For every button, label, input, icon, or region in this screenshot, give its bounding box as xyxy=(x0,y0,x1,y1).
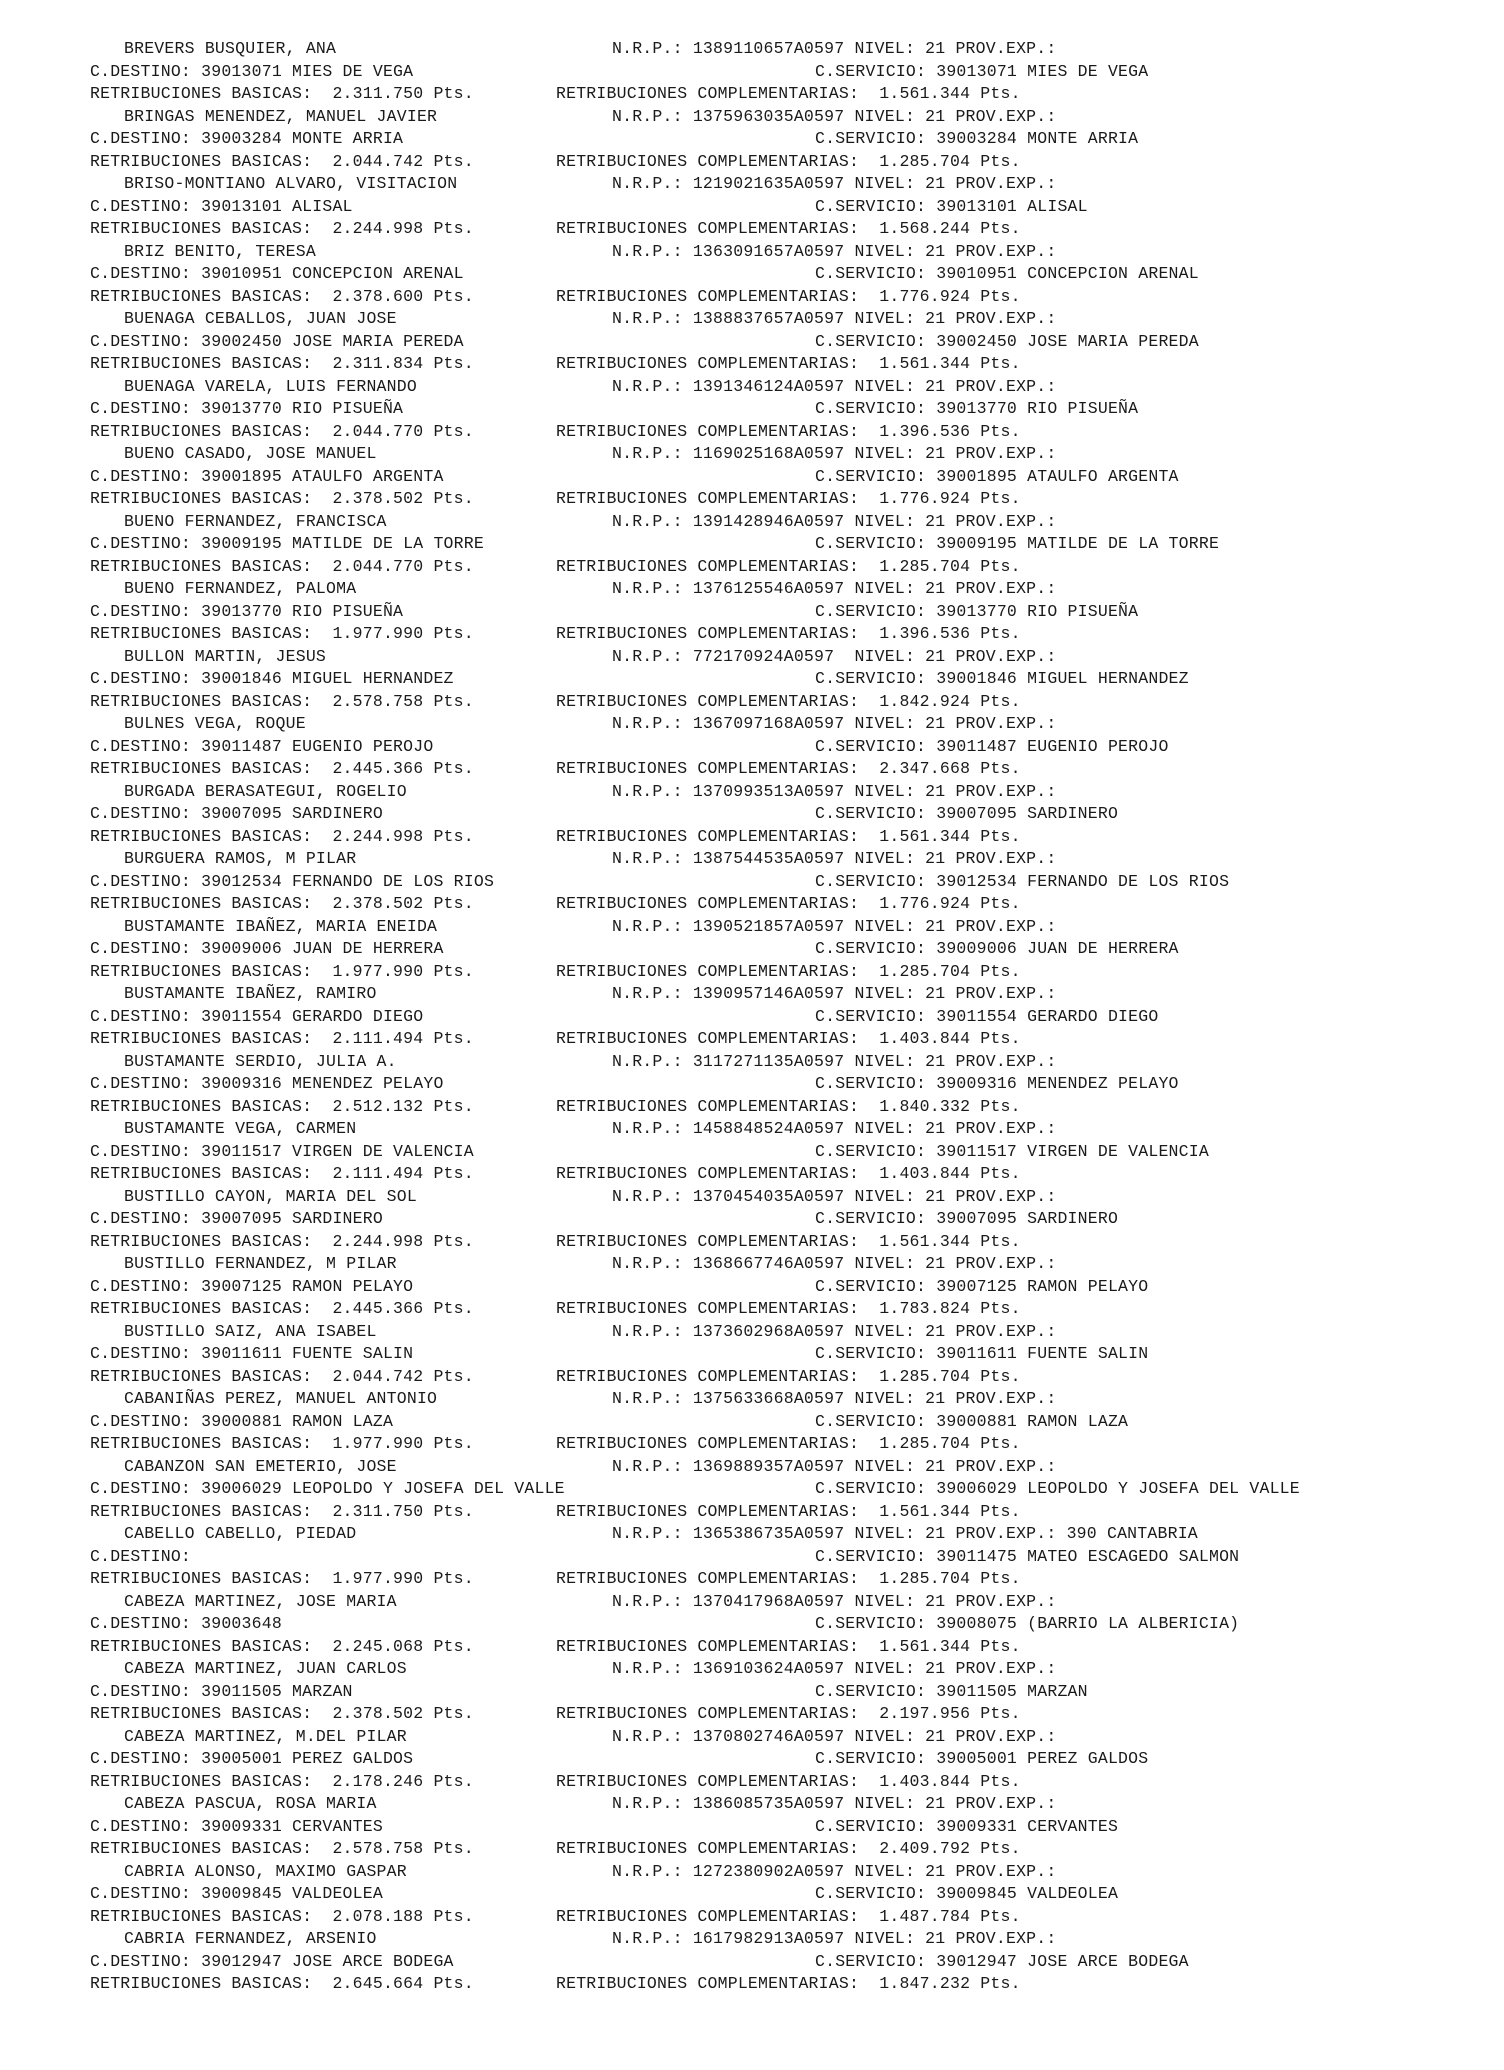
destination-center: C.DESTINO: 39007095 SARDINERO xyxy=(90,804,383,823)
record-line xyxy=(0,1523,1504,1546)
complementary-salary: RETRIBUCIONES COMPLEMENTARIAS: 1.561.344 Pts. xyxy=(556,1501,1021,1521)
employee-record xyxy=(0,376,1504,444)
employee-name: BURGADA BERASATEGUI, ROGELIO xyxy=(124,781,407,801)
record-line xyxy=(0,758,1504,781)
service-center: C.SERVICIO: 39013770 RIO PISUEÑA xyxy=(815,399,1139,418)
destination-center: C.DESTINO: 39002450 JOSE MARIA PEREDA xyxy=(90,331,464,351)
destination-center: C.DESTINO: 39005001 PEREZ GALDOS xyxy=(90,1749,414,1768)
employee-record xyxy=(0,1591,1504,1659)
nrp-info: N.R.P.: 1219021635A0597 NIVEL: 21 PROV.EXP.: xyxy=(612,174,1057,193)
basic-salary: RETRIBUCIONES BASICAS: 2.244.998 Pts. xyxy=(90,826,474,846)
basic-salary: RETRIBUCIONES BASICAS: 2.378.502 Pts. xyxy=(90,489,474,508)
record-line xyxy=(0,1838,1504,1861)
destination-center: C.DESTINO: 39013770 RIO PISUEÑA xyxy=(90,399,404,418)
service-center: C.SERVICIO: 39006029 LEOPOLDO Y JOSEFA DEL VALLE xyxy=(815,1479,1300,1498)
nrp-info: N.R.P.: 1391428946A0597 NIVEL: 21 PROV.EXP.: xyxy=(612,511,1057,531)
record-line xyxy=(0,1726,1504,1749)
record-line xyxy=(0,848,1504,871)
employee-record xyxy=(0,1253,1504,1321)
complementary-salary: RETRIBUCIONES COMPLEMENTARIAS: 1.396.536 Pts. xyxy=(556,624,1021,643)
service-center: C.SERVICIO: 39010951 CONCEPCION ARENAL xyxy=(815,264,1199,283)
destination-center: C.DESTINO: 39013071 MIES DE VEGA xyxy=(90,61,414,81)
employee-record xyxy=(0,1388,1504,1456)
basic-salary: RETRIBUCIONES BASICAS: 2.044.770 Pts. xyxy=(90,421,474,441)
employee-name: CABRIA ALONSO, MAXIMO GASPAR xyxy=(124,1861,407,1881)
employee-name: BUSTAMANTE SERDIO, JULIA A. xyxy=(124,1051,397,1071)
record-line xyxy=(0,803,1504,826)
employee-name: BREVERS BUSQUIER, ANA xyxy=(124,39,337,58)
complementary-salary: RETRIBUCIONES COMPLEMENTARIAS: 1.840.332 Pts. xyxy=(556,1096,1021,1116)
record-line xyxy=(0,961,1504,984)
basic-salary: RETRIBUCIONES BASICAS: 2.578.758 Pts. xyxy=(90,1839,474,1858)
employee-record xyxy=(0,1051,1504,1119)
nrp-info: N.R.P.: 1391346124A0597 NIVEL: 21 PROV.EXP.: xyxy=(612,376,1057,396)
service-center: C.SERVICIO: 39009195 MATILDE DE LA TORRE xyxy=(815,534,1220,553)
basic-salary: RETRIBUCIONES BASICAS: 1.977.990 Pts. xyxy=(90,1434,474,1453)
nrp-info: N.R.P.: 1390957146A0597 NIVEL: 21 PROV.EXP.: xyxy=(612,984,1057,1003)
service-center: C.SERVICIO: 39013071 MIES DE VEGA xyxy=(815,61,1149,81)
employee-record xyxy=(0,848,1504,916)
employee-record xyxy=(0,106,1504,174)
record-line xyxy=(0,1433,1504,1456)
service-center: C.SERVICIO: 39009316 MENENDEZ PELAYO xyxy=(815,1074,1179,1093)
record-line xyxy=(0,1253,1504,1276)
employee-name: BUSTAMANTE IBAÑEZ, MARIA ENEIDA xyxy=(124,916,438,936)
complementary-salary: RETRIBUCIONES COMPLEMENTARIAS: 1.285.704 Pts. xyxy=(556,1569,1021,1588)
record-line xyxy=(0,421,1504,444)
destination-center: C.DESTINO: 39012947 JOSE ARCE BODEGA xyxy=(90,1951,454,1971)
employee-name: BUENAGA CEBALLOS, JUAN JOSE xyxy=(124,309,397,328)
nrp-info: N.R.P.: 3117271135A0597 NIVEL: 21 PROV.EXP.: xyxy=(612,1051,1057,1071)
destination-center: C.DESTINO: 39009845 VALDEOLEA xyxy=(90,1884,383,1903)
destination-center: C.DESTINO: 39001846 MIGUEL HERNANDEZ xyxy=(90,669,454,688)
record-line xyxy=(0,1231,1504,1254)
nrp-info: N.R.P.: 1169025168A0597 NIVEL: 21 PROV.EXP.: xyxy=(612,444,1057,463)
record-line xyxy=(0,106,1504,129)
record-line xyxy=(0,601,1504,624)
nrp-info: N.R.P.: 1370417968A0597 NIVEL: 21 PROV.EXP.: xyxy=(612,1591,1057,1611)
nrp-info: N.R.P.: 1387544535A0597 NIVEL: 21 PROV.EXP.: xyxy=(612,849,1057,868)
basic-salary: RETRIBUCIONES BASICAS: 1.977.990 Pts. xyxy=(90,961,474,981)
basic-salary: RETRIBUCIONES BASICAS: 2.044.742 Pts. xyxy=(90,151,474,171)
basic-salary: RETRIBUCIONES BASICAS: 2.244.998 Pts. xyxy=(90,219,474,238)
record-line xyxy=(0,1591,1504,1614)
record-line xyxy=(0,331,1504,354)
record-line xyxy=(0,173,1504,196)
service-center: C.SERVICIO: 39013101 ALISAL xyxy=(815,196,1088,216)
record-line xyxy=(0,38,1504,61)
service-center: C.SERVICIO: 39009006 JUAN DE HERRERA xyxy=(815,939,1179,958)
record-line xyxy=(0,218,1504,241)
employee-name: CABEZA MARTINEZ, JOSE MARIA xyxy=(124,1591,397,1611)
record-line xyxy=(0,1276,1504,1299)
record-line xyxy=(0,1973,1504,1996)
destination-center: C.DESTINO: 39009316 MENENDEZ PELAYO xyxy=(90,1074,444,1093)
destination-center: C.DESTINO: 39009331 CERVANTES xyxy=(90,1816,383,1836)
service-center: C.SERVICIO: 39011517 VIRGEN DE VALENCIA xyxy=(815,1141,1209,1161)
record-line xyxy=(0,1478,1504,1501)
employee-record xyxy=(0,646,1504,714)
record-line xyxy=(0,578,1504,601)
employee-name: BUSTILLO FERNANDEZ, M PILAR xyxy=(124,1254,397,1273)
destination-center: C.DESTINO: 39003648 xyxy=(90,1614,282,1633)
record-line xyxy=(0,1073,1504,1096)
employee-record xyxy=(0,713,1504,781)
record-line xyxy=(0,83,1504,106)
nrp-info: N.R.P.: 1369103624A0597 NIVEL: 21 PROV.EXP.: xyxy=(612,1659,1057,1678)
nrp-info: N.R.P.: 1272380902A0597 NIVEL: 21 PROV.EXP.: xyxy=(612,1861,1057,1881)
service-center: C.SERVICIO: 39012947 JOSE ARCE BODEGA xyxy=(815,1951,1189,1971)
record-line xyxy=(0,308,1504,331)
record-line xyxy=(0,61,1504,84)
complementary-salary: RETRIBUCIONES COMPLEMENTARIAS: 1.842.924 Pts. xyxy=(556,691,1021,711)
record-line xyxy=(0,893,1504,916)
record-line xyxy=(0,1501,1504,1524)
basic-salary: RETRIBUCIONES BASICAS: 2.044.742 Pts. xyxy=(90,1366,474,1386)
record-line xyxy=(0,691,1504,714)
complementary-salary: RETRIBUCIONES COMPLEMENTARIAS: 1.396.536 Pts. xyxy=(556,421,1021,441)
basic-salary: RETRIBUCIONES BASICAS: 2.111.494 Pts. xyxy=(90,1164,474,1183)
record-line xyxy=(0,376,1504,399)
nrp-info: N.R.P.: 1373602968A0597 NIVEL: 21 PROV.EXP.: xyxy=(612,1321,1057,1341)
service-center: C.SERVICIO: 39009845 VALDEOLEA xyxy=(815,1884,1119,1903)
record-line xyxy=(0,1636,1504,1659)
complementary-salary: RETRIBUCIONES COMPLEMENTARIAS: 1.487.784 Pts. xyxy=(556,1906,1021,1926)
employee-name: BRISO-MONTIANO ALVARO, VISITACION xyxy=(124,174,458,193)
nrp-info: N.R.P.: 1370993513A0597 NIVEL: 21 PROV.EXP.: xyxy=(612,781,1057,801)
record-line xyxy=(0,736,1504,759)
employee-name: CABEZA MARTINEZ, JUAN CARLOS xyxy=(124,1659,407,1678)
record-line xyxy=(0,1568,1504,1591)
basic-salary: RETRIBUCIONES BASICAS: 2.044.770 Pts. xyxy=(90,556,474,576)
record-line xyxy=(0,1096,1504,1119)
record-line xyxy=(0,1928,1504,1951)
record-line xyxy=(0,781,1504,804)
record-line xyxy=(0,1703,1504,1726)
destination-center: C.DESTINO: 39013101 ALISAL xyxy=(90,196,353,216)
employee-name: BUSTAMANTE VEGA, CARMEN xyxy=(124,1119,357,1138)
service-center: C.SERVICIO: 39007125 RAMON PELAYO xyxy=(815,1276,1149,1296)
complementary-salary: RETRIBUCIONES COMPLEMENTARIAS: 1.403.844 Pts. xyxy=(556,1771,1021,1791)
basic-salary: RETRIBUCIONES BASICAS: 2.311.834 Pts. xyxy=(90,354,474,373)
destination-center: C.DESTINO: xyxy=(90,1546,192,1566)
record-line xyxy=(0,1681,1504,1704)
destination-center: C.DESTINO: 39011487 EUGENIO PEROJO xyxy=(90,736,434,756)
employee-name: BRINGAS MENENDEZ, MANUEL JAVIER xyxy=(124,106,438,126)
record-line xyxy=(0,196,1504,219)
nrp-info: N.R.P.: 1370802746A0597 NIVEL: 21 PROV.EXP.: xyxy=(612,1726,1057,1746)
basic-salary: RETRIBUCIONES BASICAS: 2.378.502 Pts. xyxy=(90,1704,474,1723)
employee-name: BULLON MARTIN, JESUS xyxy=(124,646,327,666)
destination-center: C.DESTINO: 39000881 RAMON LAZA xyxy=(90,1411,394,1431)
employee-name: CABRIA FERNANDEZ, ARSENIO xyxy=(124,1929,377,1948)
nrp-info: N.R.P.: 1375963035A0597 NIVEL: 21 PROV.EXP.: xyxy=(612,106,1057,126)
nrp-info: N.R.P.: 1389110657A0597 NIVEL: 21 PROV.EXP.: xyxy=(612,39,1057,58)
record-line xyxy=(0,1613,1504,1636)
complementary-salary: RETRIBUCIONES COMPLEMENTARIAS: 1.561.344 Pts. xyxy=(556,354,1021,373)
service-center: C.SERVICIO: 39007095 SARDINERO xyxy=(815,804,1119,823)
record-line xyxy=(0,623,1504,646)
basic-salary: RETRIBUCIONES BASICAS: 2.311.750 Pts. xyxy=(90,1501,474,1521)
employee-record xyxy=(0,1726,1504,1794)
employee-name: BUENO CASADO, JOSE MANUEL xyxy=(124,444,377,463)
employee-record xyxy=(0,38,1504,106)
record-line xyxy=(0,1163,1504,1186)
service-center: C.SERVICIO: 39002450 JOSE MARIA PEREDA xyxy=(815,331,1199,351)
employee-name: CABANIÑAS PEREZ, MANUEL ANTONIO xyxy=(124,1389,438,1408)
destination-center: C.DESTINO: 39010951 CONCEPCION ARENAL xyxy=(90,264,464,283)
record-line xyxy=(0,511,1504,534)
complementary-salary: RETRIBUCIONES COMPLEMENTARIAS: 1.561.344 Pts. xyxy=(556,1231,1021,1251)
complementary-salary: RETRIBUCIONES COMPLEMENTARIAS: 1.783.824 Pts. xyxy=(556,1299,1021,1318)
destination-center: C.DESTINO: 39011611 FUENTE SALIN xyxy=(90,1344,414,1363)
destination-center: C.DESTINO: 39012534 FERNANDO DE LOS RIOS xyxy=(90,871,495,891)
record-line xyxy=(0,713,1504,736)
basic-salary: RETRIBUCIONES BASICAS: 2.245.068 Pts. xyxy=(90,1636,474,1656)
employee-record xyxy=(0,781,1504,849)
record-line xyxy=(0,1658,1504,1681)
complementary-salary: RETRIBUCIONES COMPLEMENTARIAS: 1.561.344 Pts. xyxy=(556,826,1021,846)
employee-record xyxy=(0,1456,1504,1524)
destination-center: C.DESTINO: 39011554 GERARDO DIEGO xyxy=(90,1006,424,1026)
employee-record xyxy=(0,1321,1504,1389)
service-center: C.SERVICIO: 39005001 PEREZ GALDOS xyxy=(815,1749,1149,1768)
record-line xyxy=(0,983,1504,1006)
basic-salary: RETRIBUCIONES BASICAS: 2.378.600 Pts. xyxy=(90,286,474,306)
record-line xyxy=(0,1186,1504,1209)
service-center: C.SERVICIO: 39008075 (BARRIO LA ALBERICIA) xyxy=(815,1614,1240,1633)
record-line xyxy=(0,871,1504,894)
record-line xyxy=(0,938,1504,961)
employee-record xyxy=(0,1658,1504,1726)
record-line xyxy=(0,443,1504,466)
employee-name: CABEZA PASCUA, ROSA MARIA xyxy=(124,1794,377,1813)
complementary-salary: RETRIBUCIONES COMPLEMENTARIAS: 1.403.844 Pts. xyxy=(556,1164,1021,1183)
employee-name: BUENO FERNANDEZ, PALOMA xyxy=(124,579,357,598)
employee-record xyxy=(0,1928,1504,1996)
employee-name: CABELLO CABELLO, PIEDAD xyxy=(124,1524,357,1543)
service-center: C.SERVICIO: 39001846 MIGUEL HERNANDEZ xyxy=(815,669,1189,688)
record-line xyxy=(0,1951,1504,1974)
record-line xyxy=(0,466,1504,489)
employee-name: BUSTILLO CAYON, MARIA DEL SOL xyxy=(124,1186,417,1206)
record-line xyxy=(0,1861,1504,1884)
record-line xyxy=(0,488,1504,511)
complementary-salary: RETRIBUCIONES COMPLEMENTARIAS: 1.285.704 Pts. xyxy=(556,151,1021,171)
record-line xyxy=(0,1883,1504,1906)
employee-name: BRIZ BENITO, TERESA xyxy=(124,241,316,261)
record-line xyxy=(0,151,1504,174)
employee-record xyxy=(0,1793,1504,1861)
employee-record xyxy=(0,1861,1504,1929)
record-line xyxy=(0,668,1504,691)
complementary-salary: RETRIBUCIONES COMPLEMENTARIAS: 1.561.344 Pts. xyxy=(556,84,1021,103)
record-line xyxy=(0,1208,1504,1231)
destination-center: C.DESTINO: 39003284 MONTE ARRIA xyxy=(90,129,404,148)
employee-name: BUSTILLO SAIZ, ANA ISABEL xyxy=(124,1321,377,1341)
service-center: C.SERVICIO: 39011611 FUENTE SALIN xyxy=(815,1344,1149,1363)
complementary-salary: RETRIBUCIONES COMPLEMENTARIAS: 1.561.344 Pts. xyxy=(556,1636,1021,1656)
basic-salary: RETRIBUCIONES BASICAS: 2.111.494 Pts. xyxy=(90,1029,474,1048)
employee-name: BUENO FERNANDEZ, FRANCISCA xyxy=(124,511,387,531)
destination-center: C.DESTINO: 39007095 SARDINERO xyxy=(90,1209,383,1228)
record-line xyxy=(0,128,1504,151)
employee-name: CABEZA MARTINEZ, M.DEL PILAR xyxy=(124,1726,407,1746)
employee-record xyxy=(0,173,1504,241)
employee-record xyxy=(0,1118,1504,1186)
record-line xyxy=(0,1771,1504,1794)
service-center: C.SERVICIO: 39009331 CERVANTES xyxy=(815,1816,1119,1836)
record-line xyxy=(0,1118,1504,1141)
record-line xyxy=(0,286,1504,309)
service-center: C.SERVICIO: 39003284 MONTE ARRIA xyxy=(815,129,1139,148)
record-line xyxy=(0,1051,1504,1074)
nrp-info: N.R.P.: 1363091657A0597 NIVEL: 21 PROV.EXP.: xyxy=(612,241,1057,261)
service-center: C.SERVICIO: 39011487 EUGENIO PEROJO xyxy=(815,736,1169,756)
complementary-salary: RETRIBUCIONES COMPLEMENTARIAS: 1.285.704 Pts. xyxy=(556,1366,1021,1386)
record-line xyxy=(0,241,1504,264)
nrp-info: N.R.P.: 1367097168A0597 NIVEL: 21 PROV.EXP.: xyxy=(612,714,1057,733)
record-line xyxy=(0,1006,1504,1029)
record-line xyxy=(0,1456,1504,1479)
record-line xyxy=(0,1816,1504,1839)
basic-salary: RETRIBUCIONES BASICAS: 2.512.132 Pts. xyxy=(90,1096,474,1116)
nrp-info: N.R.P.: 1375633668A0597 NIVEL: 21 PROV.EXP.: xyxy=(612,1389,1057,1408)
complementary-salary: RETRIBUCIONES COMPLEMENTARIAS: 2.409.792 Pts. xyxy=(556,1839,1021,1858)
complementary-salary: RETRIBUCIONES COMPLEMENTARIAS: 2.347.668 Pts. xyxy=(556,759,1021,778)
complementary-salary: RETRIBUCIONES COMPLEMENTARIAS: 2.197.956 Pts. xyxy=(556,1704,1021,1723)
service-center: C.SERVICIO: 39011554 GERARDO DIEGO xyxy=(815,1006,1159,1026)
basic-salary: RETRIBUCIONES BASICAS: 1.977.990 Pts. xyxy=(90,1569,474,1588)
employee-name: BURGUERA RAMOS, M PILAR xyxy=(124,849,357,868)
record-line xyxy=(0,1748,1504,1771)
record-line xyxy=(0,1411,1504,1434)
record-line xyxy=(0,1906,1504,1929)
record-line xyxy=(0,1546,1504,1569)
complementary-salary: RETRIBUCIONES COMPLEMENTARIAS: 1.285.704 Pts. xyxy=(556,961,1021,981)
nrp-info: N.R.P.: 1376125546A0597 NIVEL: 21 PROV.EXP.: xyxy=(612,579,1057,598)
nrp-info: N.R.P.: 1370454035A0597 NIVEL: 21 PROV.EXP.: xyxy=(612,1186,1057,1206)
nrp-info: N.R.P.: 772170924A0597 NIVEL: 21 PROV.EXP.: xyxy=(612,646,1057,666)
complementary-salary: RETRIBUCIONES COMPLEMENTARIAS: 1.776.924 Pts. xyxy=(556,489,1021,508)
record-line xyxy=(0,353,1504,376)
nrp-info: N.R.P.: 1390521857A0597 NIVEL: 21 PROV.EXP.: xyxy=(612,916,1057,936)
nrp-info: N.R.P.: 1368667746A0597 NIVEL: 21 PROV.EXP.: xyxy=(612,1254,1057,1273)
employee-record xyxy=(0,983,1504,1051)
employee-name: CABANZON SAN EMETERIO, JOSE xyxy=(124,1456,397,1476)
basic-salary: RETRIBUCIONES BASICAS: 2.244.998 Pts. xyxy=(90,1231,474,1251)
nrp-info: N.R.P.: 1458848524A0597 NIVEL: 21 PROV.EXP.: xyxy=(612,1119,1057,1138)
service-center: C.SERVICIO: 39001895 ATAULFO ARGENTA xyxy=(815,466,1179,486)
nrp-info: N.R.P.: 1386085735A0597 NIVEL: 21 PROV.EXP.: xyxy=(612,1794,1057,1813)
record-line xyxy=(0,646,1504,669)
record-line xyxy=(0,826,1504,849)
destination-center: C.DESTINO: 39006029 LEOPOLDO Y JOSEFA DEL VALLE xyxy=(90,1479,565,1498)
destination-center: C.DESTINO: 39013770 RIO PISUEÑA xyxy=(90,601,404,621)
basic-salary: RETRIBUCIONES BASICAS: 2.078.188 Pts. xyxy=(90,1906,474,1926)
service-center: C.SERVICIO: 39007095 SARDINERO xyxy=(815,1209,1119,1228)
destination-center: C.DESTINO: 39011505 MARZAN xyxy=(90,1681,353,1701)
record-line xyxy=(0,1321,1504,1344)
destination-center: C.DESTINO: 39009006 JUAN DE HERRERA xyxy=(90,939,444,958)
employee-record xyxy=(0,1186,1504,1254)
basic-salary: RETRIBUCIONES BASICAS: 1.977.990 Pts. xyxy=(90,624,474,643)
complementary-salary: RETRIBUCIONES COMPLEMENTARIAS: 1.847.232 Pts. xyxy=(556,1974,1021,1993)
basic-salary: RETRIBUCIONES BASICAS: 2.311.750 Pts. xyxy=(90,84,474,103)
record-line xyxy=(0,1366,1504,1389)
employee-name: BULNES VEGA, ROQUE xyxy=(124,714,306,733)
basic-salary: RETRIBUCIONES BASICAS: 2.378.502 Pts. xyxy=(90,894,474,913)
destination-center: C.DESTINO: 39001895 ATAULFO ARGENTA xyxy=(90,466,444,486)
complementary-salary: RETRIBUCIONES COMPLEMENTARIAS: 1.776.924 Pts. xyxy=(556,286,1021,306)
basic-salary: RETRIBUCIONES BASICAS: 2.445.366 Pts. xyxy=(90,759,474,778)
service-center: C.SERVICIO: 39011505 MARZAN xyxy=(815,1681,1088,1701)
nrp-info: N.R.P.: 1369889357A0597 NIVEL: 21 PROV.EXP.: xyxy=(612,1456,1057,1476)
record-line xyxy=(0,1388,1504,1411)
employee-record xyxy=(0,308,1504,376)
nrp-info: N.R.P.: 1617982913A0597 NIVEL: 21 PROV.EXP.: xyxy=(612,1929,1057,1948)
employee-record xyxy=(0,916,1504,984)
basic-salary: RETRIBUCIONES BASICAS: 2.645.664 Pts. xyxy=(90,1974,474,1993)
service-center: C.SERVICIO: 39011475 MATEO ESCAGEDO SALMON xyxy=(815,1546,1240,1566)
record-line xyxy=(0,1028,1504,1051)
service-center: C.SERVICIO: 39000881 RAMON LAZA xyxy=(815,1411,1129,1431)
basic-salary: RETRIBUCIONES BASICAS: 2.445.366 Pts. xyxy=(90,1299,474,1318)
records-list xyxy=(0,38,1504,1996)
record-line xyxy=(0,1298,1504,1321)
service-center: C.SERVICIO: 39013770 RIO PISUEÑA xyxy=(815,601,1139,621)
complementary-salary: RETRIBUCIONES COMPLEMENTARIAS: 1.776.924 Pts. xyxy=(556,894,1021,913)
complementary-salary: RETRIBUCIONES COMPLEMENTARIAS: 1.568.244 Pts. xyxy=(556,219,1021,238)
record-line xyxy=(0,556,1504,579)
nrp-info: N.R.P.: 1388837657A0597 NIVEL: 21 PROV.EXP.: xyxy=(612,309,1057,328)
employee-record xyxy=(0,443,1504,511)
record-line xyxy=(0,1343,1504,1366)
employee-record xyxy=(0,578,1504,646)
employee-record xyxy=(0,511,1504,579)
record-line xyxy=(0,916,1504,939)
employee-name: BUENAGA VARELA, LUIS FERNANDO xyxy=(124,376,417,396)
record-line xyxy=(0,533,1504,556)
complementary-salary: RETRIBUCIONES COMPLEMENTARIAS: 1.285.704 Pts. xyxy=(556,556,1021,576)
destination-center: C.DESTINO: 39009195 MATILDE DE LA TORRE xyxy=(90,534,484,553)
basic-salary: RETRIBUCIONES BASICAS: 2.178.246 Pts. xyxy=(90,1771,474,1791)
employee-name: BUSTAMANTE IBAÑEZ, RAMIRO xyxy=(124,984,377,1003)
basic-salary: RETRIBUCIONES BASICAS: 2.578.758 Pts. xyxy=(90,691,474,711)
destination-center: C.DESTINO: 39007125 RAMON PELAYO xyxy=(90,1276,414,1296)
complementary-salary: RETRIBUCIONES COMPLEMENTARIAS: 1.403.844 Pts. xyxy=(556,1029,1021,1048)
employee-record xyxy=(0,241,1504,309)
nrp-info: N.R.P.: 1365386735A0597 NIVEL: 21 PROV.EXP.: 390 CANTABRIA xyxy=(612,1524,1198,1543)
destination-center: C.DESTINO: 39011517 VIRGEN DE VALENCIA xyxy=(90,1141,474,1161)
record-line xyxy=(0,1141,1504,1164)
complementary-salary: RETRIBUCIONES COMPLEMENTARIAS: 1.285.704 Pts. xyxy=(556,1434,1021,1453)
record-line xyxy=(0,1793,1504,1816)
record-line xyxy=(0,398,1504,421)
record-line xyxy=(0,263,1504,286)
service-center: C.SERVICIO: 39012534 FERNANDO DE LOS RIOS xyxy=(815,871,1230,891)
employee-record xyxy=(0,1523,1504,1591)
